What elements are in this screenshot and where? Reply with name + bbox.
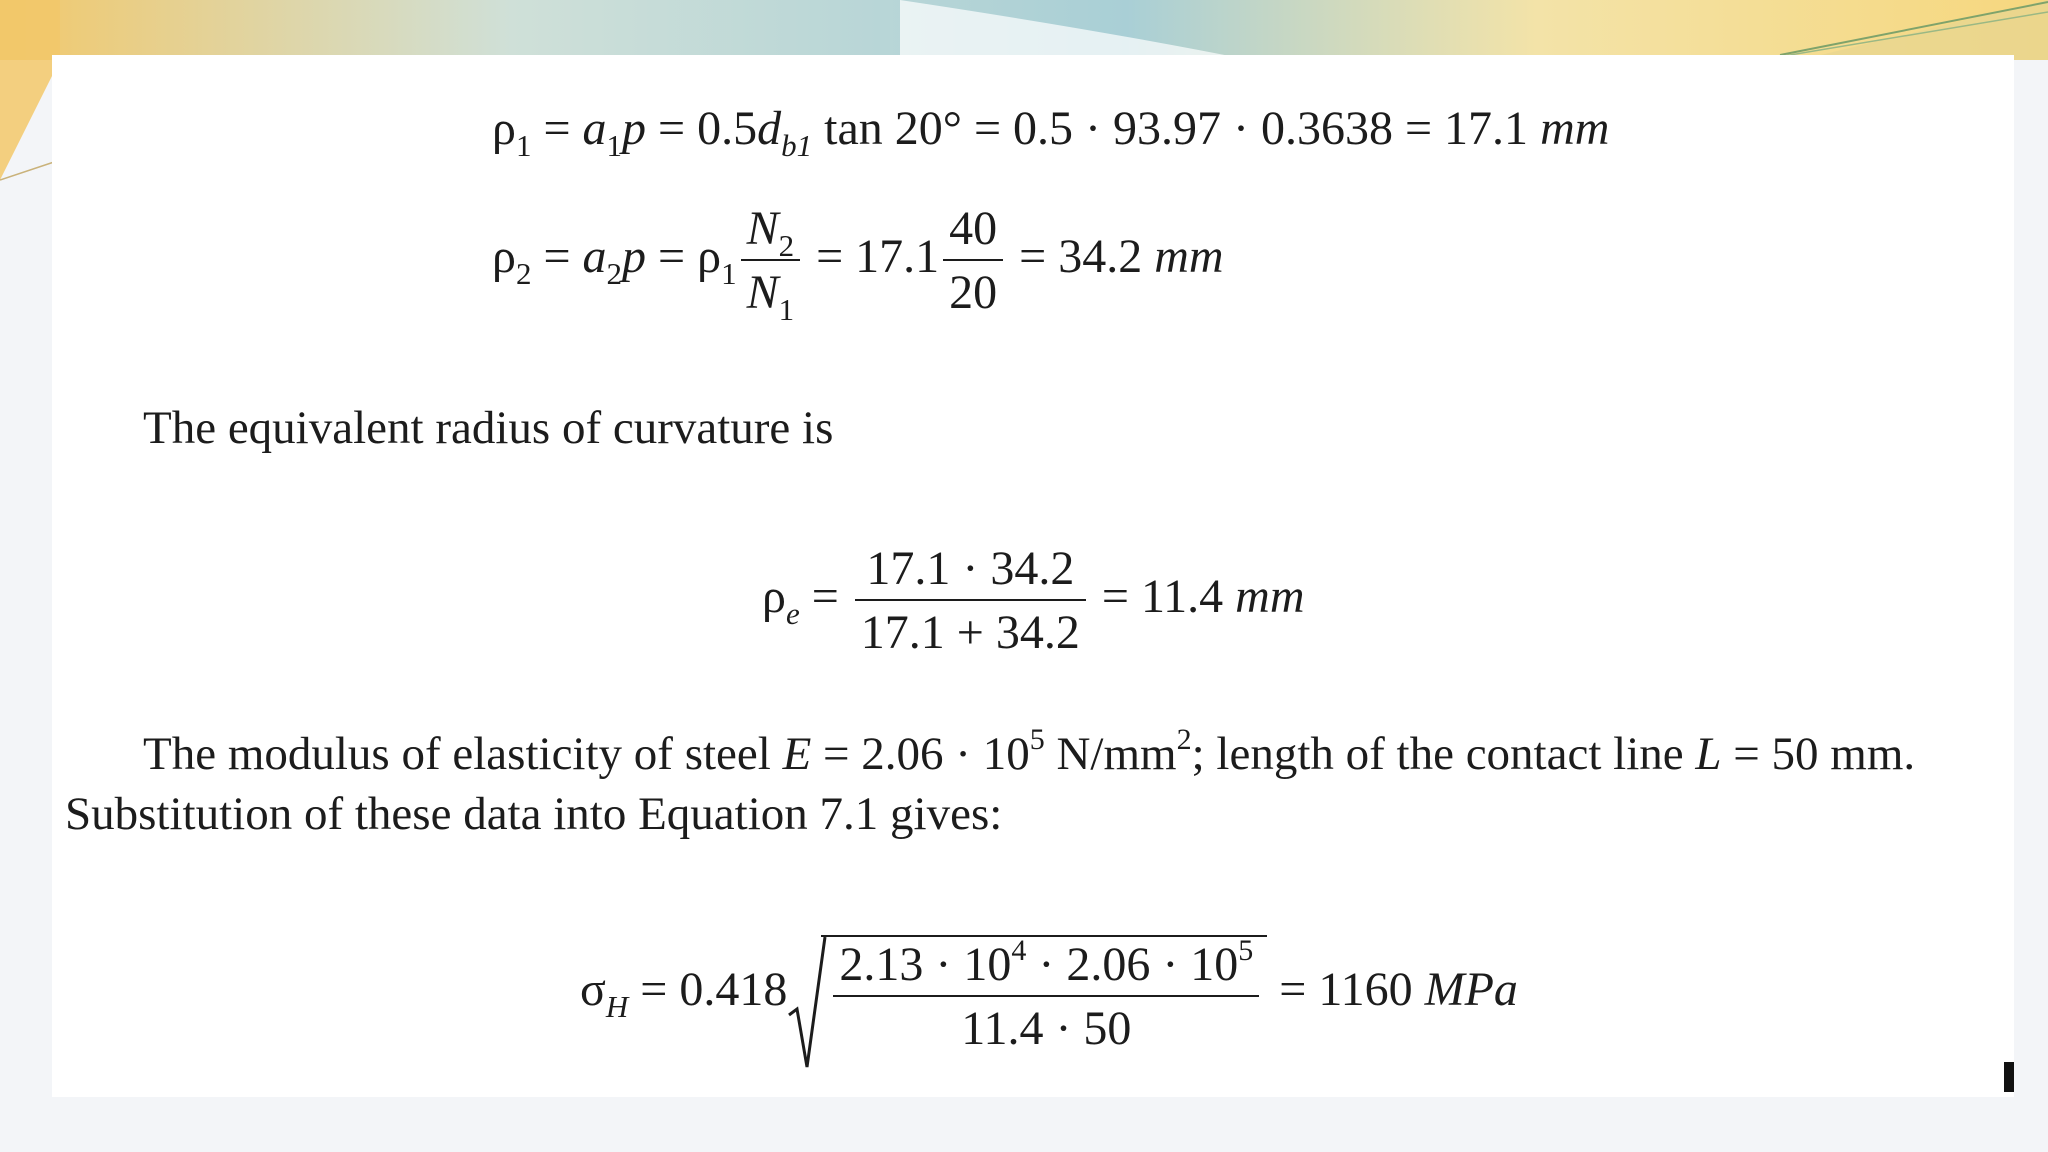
- text-substitution: Substitution of these data into Equation 7.1 gives:: [65, 788, 1003, 840]
- eq-symbol: N: [746, 266, 779, 319]
- text-superscript: 5: [1029, 723, 1045, 756]
- fraction-rho-e: [855, 542, 1086, 659]
- eq-numerator: 17.1 · 34.2: [855, 545, 1086, 601]
- eq-text: = 0.418: [628, 963, 788, 1017]
- eq-symbol: N: [746, 202, 779, 255]
- eq-text: = 11.4: [1089, 570, 1236, 624]
- eq-symbol: σ: [580, 963, 606, 1017]
- eq-symbol: d: [757, 102, 782, 155]
- eq-symbol: ρ: [697, 230, 722, 284]
- eq-subscript: 2: [515, 256, 532, 292]
- text-cursor: [2004, 1062, 2014, 1092]
- eq-denominator: 17.1 + 34.2: [860, 606, 1080, 659]
- eq-text: =: [531, 102, 583, 155]
- eq-unit: mm: [1540, 102, 1610, 155]
- eq-symbol: a: [582, 230, 607, 284]
- text-modulus-line: [143, 723, 1916, 780]
- text-run: The modulus of elasticity of steel: [143, 728, 783, 780]
- square-root: [787, 935, 1267, 1053]
- equation-rho2: [492, 202, 1224, 327]
- eq-denominator: 20: [949, 266, 998, 319]
- eq-symbol: ρ: [492, 230, 516, 284]
- eq-text: =: [646, 230, 698, 284]
- text-symbol: E: [782, 728, 812, 780]
- equation-rho1: [492, 102, 1610, 163]
- eq-numerator: 40: [943, 205, 1003, 261]
- slide-content: [52, 55, 2014, 1097]
- eq-subscript: e: [785, 596, 800, 632]
- eq-symbol: p: [622, 102, 647, 155]
- text-run: N/mm: [1044, 728, 1177, 780]
- text-superscript: 2: [1176, 723, 1192, 756]
- equation-rho-e: [762, 542, 1305, 659]
- eq-subscript: b1: [781, 128, 813, 163]
- eq-text: = 1160: [1267, 963, 1425, 1017]
- eq-text: =: [531, 230, 583, 284]
- fraction-sigma-h: [833, 934, 1259, 1055]
- fraction-n2-n1: [741, 202, 801, 327]
- eq-text: · 2.06 · 10: [1026, 938, 1239, 991]
- eq-superscript: 5: [1238, 934, 1254, 967]
- eq-superscript: 4: [1011, 934, 1027, 967]
- eq-denominator: 11.4 · 50: [961, 1002, 1132, 1055]
- eq-text: = 17.1: [804, 230, 940, 284]
- eq-unit: mm: [1154, 230, 1224, 284]
- eq-subscript: H: [605, 989, 629, 1025]
- eq-text: =: [799, 570, 851, 624]
- text-run: = 50 mm.: [1721, 728, 1916, 780]
- text-run: ; length of the contact line: [1191, 728, 1696, 780]
- eq-subscript: 1: [721, 256, 737, 292]
- eq-text: = 34.2: [1007, 230, 1155, 284]
- eq-symbol: ρ: [492, 102, 516, 155]
- eq-subscript: 2: [778, 228, 795, 263]
- eq-subscript: 2: [606, 256, 623, 292]
- equation-sigma-h: [580, 935, 1518, 1053]
- eq-unit: MPa: [1424, 963, 1518, 1017]
- eq-text: tan 20° = 0.5 · 93.97 · 0.3638 = 17.1: [812, 102, 1541, 155]
- eq-unit: mm: [1235, 570, 1305, 624]
- fraction-40-20: [943, 202, 1003, 319]
- eq-subscript: 1: [606, 128, 623, 163]
- text-equivalent-radius: The equivalent radius of curvature is: [143, 402, 834, 454]
- radical-sign-icon: [787, 935, 827, 1071]
- eq-symbol: a: [582, 102, 607, 155]
- eq-text: = 0.5: [646, 102, 758, 155]
- text-run: = 2.06 · 10: [811, 728, 1030, 780]
- eq-subscript: 1: [778, 292, 795, 327]
- eq-symbol: ρ: [762, 570, 786, 624]
- eq-text: 2.13 · 10: [839, 938, 1012, 991]
- eq-symbol: p: [622, 230, 647, 284]
- text-symbol: L: [1695, 728, 1722, 780]
- eq-subscript: 1: [515, 128, 532, 163]
